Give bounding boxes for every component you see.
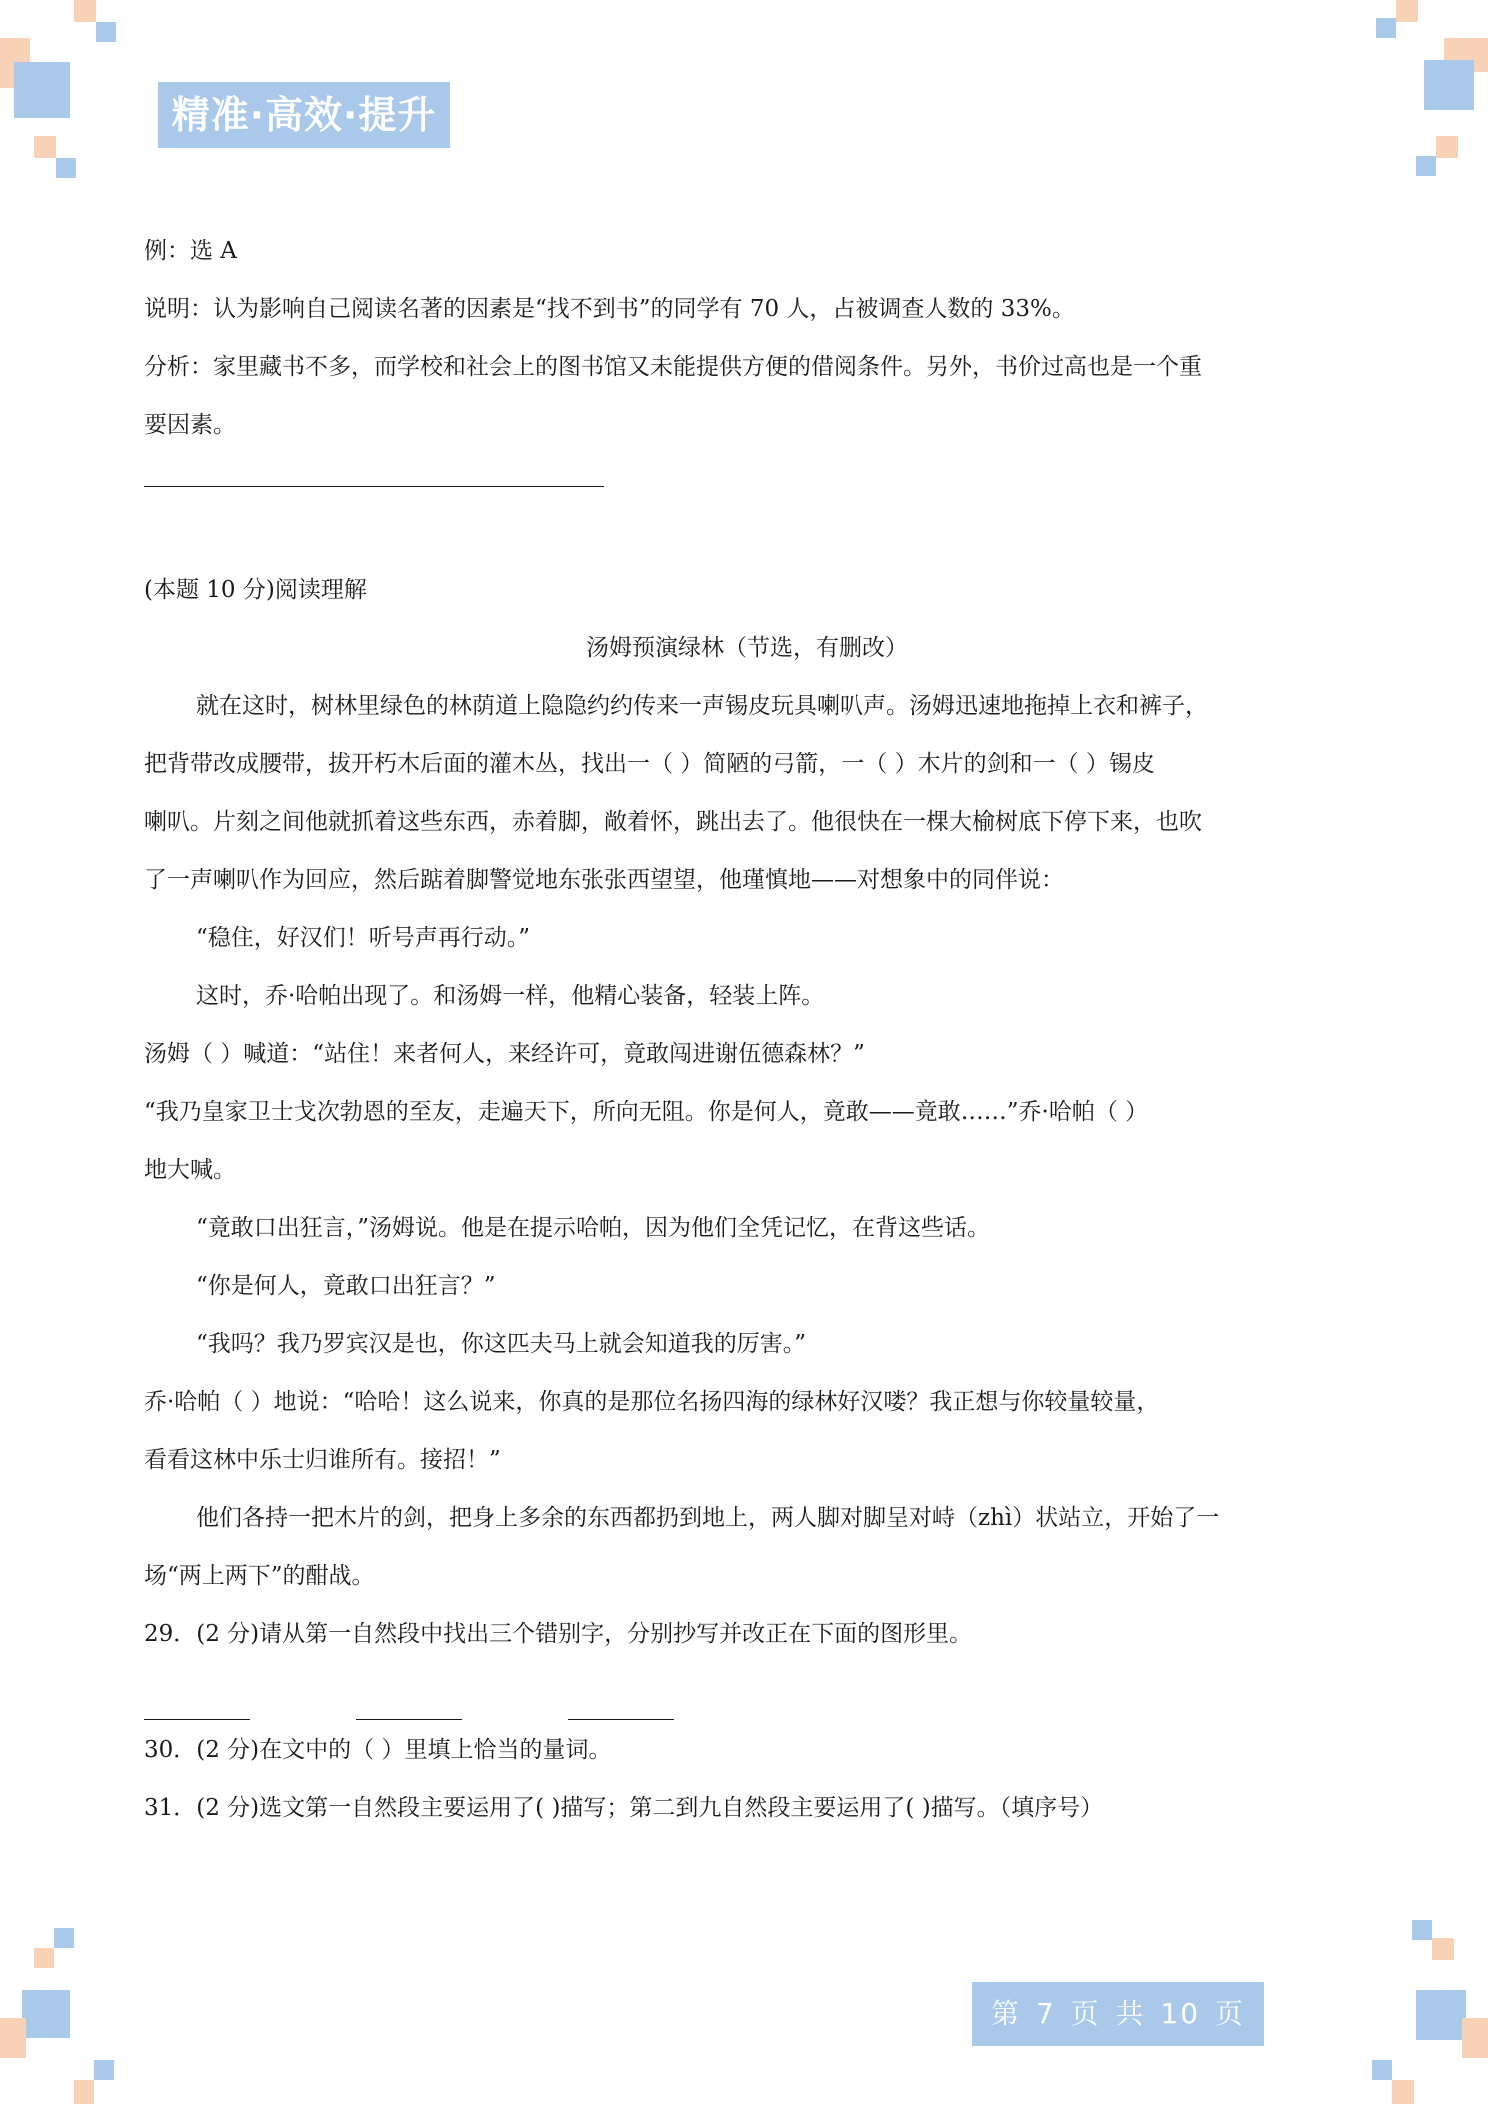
passage-line: 地大喊。 (144, 1157, 236, 1183)
passage-line: 这时，乔·哈帕出现了。和汤姆一样，他精心装备，轻装上阵。 (196, 983, 825, 1009)
passage-line: “竟敢口出狂言，”汤姆说。他是在提示哈帕，因为他们全凭记忆，在背这些话。 (196, 1215, 991, 1241)
page-content (144, 222, 1350, 1837)
passage-line: 场“两上两下”的酣战。 (144, 1563, 375, 1589)
sample-analysis-line-2: 要因素。 (144, 412, 236, 438)
answer-blank[interactable] (356, 1719, 462, 1720)
question-30: 30．(2 分)在文中的（ ）里填上恰当的量词。 (144, 1737, 612, 1763)
passage-line: 把背带改成腰带，拔开朽木后面的灌木丛，找出一（ ）简陋的弓箭，一（ ）木片的剑和一（ ）锡皮 (144, 751, 1155, 777)
sample-choice: 例：选 A (144, 238, 237, 264)
answer-blanks (144, 1663, 1350, 1721)
passage-line: 了一声喇叭作为回应，然后踮着脚警觉地东张张西望望，他瑾慎地——对想象中的同伴说： (144, 867, 1064, 893)
passage-line: “你是何人，竟敢口出狂言？” (196, 1273, 496, 1299)
passage-line: 喇叭。片刻之间他就抓着这些东西，赤着脚，敞着怀，跳出去了。他很快在一棵大榆树底下停下来，也吹 (144, 809, 1202, 835)
passage-line: 乔·哈帕（ ）地说：“哈哈！这么说来，你真的是那位名扬四海的绿林好汉喽？我正想与你较量较量， (144, 1389, 1160, 1415)
section-header: (本题 10 分)阅读理解 (144, 577, 367, 603)
passage-title: 汤姆预演绿林（节选，有删改） (586, 635, 908, 661)
passage-line: 看看这林中乐士归谁所有。接招！” (144, 1447, 501, 1473)
page-indicator: 第 7 页 共 10 页 (972, 1982, 1264, 2046)
passage-line: “稳住，好汉们！听号声再行动。” (196, 925, 531, 951)
question-29: 29．(2 分)请从第一自然段中找出三个错别字，分别抄写并改正在下面的图形里。 (144, 1621, 973, 1647)
sample-explanation: 说明：认为影响自己阅读名著的因素是“找不到书”的同学有 70 人，占被调查人数的 33%。 (144, 296, 1075, 322)
answer-blank[interactable] (568, 1719, 674, 1720)
passage-line: “我乃皇家卫士戈次勃恩的至友，走遍天下，所向无阻。你是何人，竟敢——竟敢……”乔·哈帕（ ） (144, 1099, 1149, 1125)
sample-analysis-line-1: 分析：家里藏书不多，而学校和社会上的图书馆又未能提供方便的借阅条件。另外，书价过高也是一个重 (144, 354, 1202, 380)
passage-line: 汤姆（ ）喊道：“站住！来者何人，来经许可，竟敢闯进谢伍德森林？” (144, 1041, 865, 1067)
passage-line: “我吗？我乃罗宾汉是也，你这匹夫马上就会知道我的厉害。” (196, 1331, 807, 1357)
passage-line: 就在这时，树林里绿色的林荫道上隐隐约约传来一声锡皮玩具喇叭声。汤姆迅速地拖掉上衣和裤子， (196, 693, 1208, 719)
answer-blank[interactable] (144, 1719, 250, 1720)
header-badge: 精准·高效·提升 (158, 82, 450, 148)
passage-line: 他们各持一把木片的剑，把身上多余的东西都扔到地上，两人脚对脚呈对峙（zhì）状站立，开始了一 (196, 1505, 1220, 1531)
question-31: 31．(2 分)选文第一自然段主要运用了( )描写；第二到九自然段主要运用了( )描写。（填序号） (144, 1795, 1104, 1821)
